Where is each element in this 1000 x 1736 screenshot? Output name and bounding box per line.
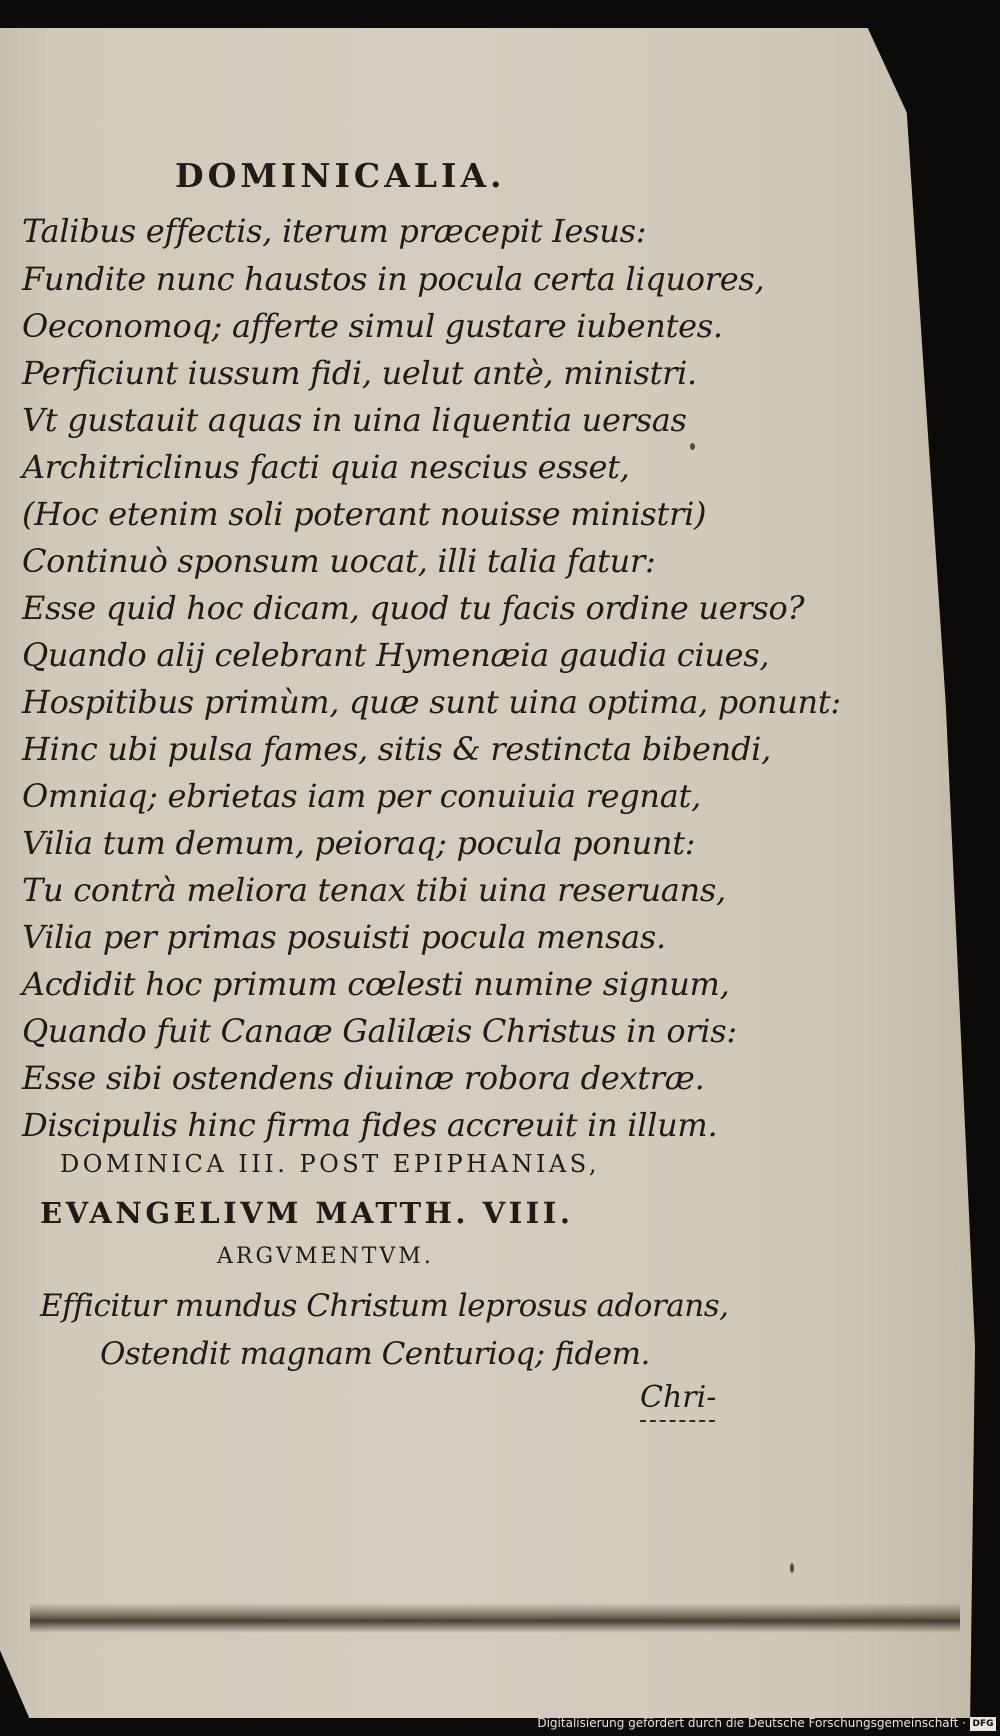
verse-line: Continuò sponsum uocat, illi talia fatur:	[22, 542, 656, 580]
verse-line: Esse sibi ostendens diuinæ robora dextræ.	[22, 1059, 705, 1097]
argument-line: Ostendit magnam Centurioq; fidem.	[100, 1336, 650, 1372]
verse-line: Omniaq; ebrietas iam per conuiuia regnat,	[22, 777, 701, 815]
verse-line: Vt gustauit aquas in uina liquentia uersas	[22, 401, 687, 439]
gospel-heading: EVANGELIVM MATTH. VIII.	[40, 1196, 574, 1230]
catchword-rule	[640, 1420, 715, 1422]
verse-line: Acdidit hoc primum cœlesti numine signum,	[22, 965, 730, 1003]
verse-line: Hospitibus primùm, quæ sunt uina optima, ponunt:	[22, 683, 841, 721]
verse-line: Quando fuit Canaæ Galilæis Christus in oris:	[22, 1012, 737, 1050]
argument-heading: ARGVMENTVM.	[217, 1244, 434, 1269]
verse-line: Vilia tum demum, peioraq; pocula ponunt:	[22, 824, 696, 862]
verse-line: Tu contrà meliora tenax tibi uina reseruans,	[22, 871, 726, 909]
verse-line: Perficiunt iussum fidi, uelut antè, ministri.	[22, 354, 697, 392]
verse-line: (Hoc etenim soli poterant nouisse ministri)	[22, 495, 707, 533]
running-head: DOMINICALIA.	[175, 156, 506, 195]
digitization-credit: Digitalisierung gefördert durch die Deutsche Forschungsgemeinschaft ·	[537, 1716, 966, 1730]
verse-line: Architriclinus facti quia nescius esset,	[22, 448, 630, 486]
sunday-heading: DOMINICA III. POST EPIPHANIAS,	[60, 1150, 600, 1178]
paper-speck	[790, 1563, 794, 1573]
argument-line: Efficitur mundus Christum leprosus adorans,	[40, 1288, 729, 1324]
verse-line: Discipulis hinc firma fides accreuit in illum.	[22, 1106, 718, 1144]
verse-line: Vilia per primas posuisti pocula mensas.	[22, 918, 666, 956]
verse-line: Fundite nunc haustos in pocula certa liquores,	[22, 260, 765, 298]
catchword: Chri-	[640, 1380, 717, 1415]
dfg-logo: DFG	[970, 1717, 996, 1731]
verse-line: Hinc ubi pulsa fames, sitis & restincta bibendi,	[22, 730, 771, 768]
verse-line: Esse quid hoc dicam, quod tu facis ordine uerso?	[22, 589, 805, 627]
verse-line: Talibus effectis, iterum præcepit Iesus:	[22, 212, 647, 250]
verse-line: Quando alij celebrant Hymenæia gaudia ciues,	[22, 636, 770, 674]
paper-speck	[690, 443, 695, 450]
verse-line: Oeconomoq; afferte simul gustare iubentes.	[22, 307, 723, 345]
